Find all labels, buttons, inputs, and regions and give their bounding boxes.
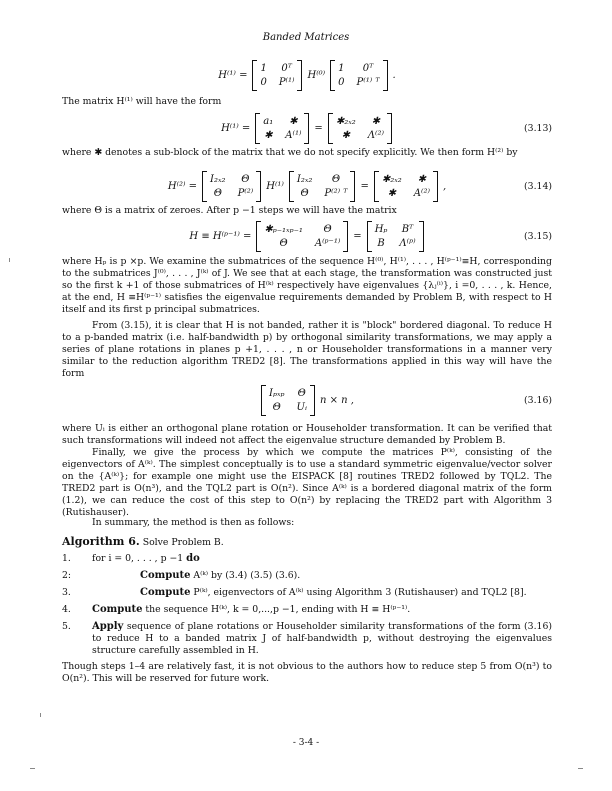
equation-number: (3.14) [524, 180, 552, 192]
step-number: 4. [62, 604, 71, 615]
algorithm-step [62, 604, 552, 616]
step-text: sequence of plane rotations or Householder similarity transformations of the form (3.16) to reduce H to a banded matrix J of half-bandwidth p, without destroying the eigenvalues structure carefully assembled in H. [92, 621, 552, 656]
equation-term: , [442, 180, 447, 192]
matrix-cells [266, 385, 310, 416]
matrix-entry: Θ [213, 187, 222, 199]
right-bracket [297, 60, 302, 91]
matrix-entry: Θ [331, 173, 341, 185]
equation-term: n × n , [319, 394, 354, 406]
matrix-entry: Uᵢ [296, 401, 307, 413]
step-keyword: do [186, 553, 200, 564]
step-keyword: Compute [92, 604, 143, 615]
matrix [330, 60, 387, 91]
matrix-entry: Λ⁽²⁾ [367, 129, 384, 141]
matrix-entry: I₂ₓ₂ [210, 173, 226, 185]
matrix [289, 171, 356, 202]
matrix-cells [207, 171, 256, 202]
matrix-entry: ✱ [264, 129, 273, 141]
paragraph: where Θ is a matrix of zeroes. After p −1 steps we will have the matrix [62, 205, 397, 216]
matrix-cells [335, 60, 382, 91]
right-bracket [256, 171, 261, 202]
matrix-entry: P⁽²⁾ [237, 187, 254, 199]
algorithm-6 [62, 535, 552, 665]
step-body [62, 621, 552, 657]
step-body [62, 587, 552, 599]
matrix-entry: 0ᵀ [281, 62, 292, 74]
algorithm-step [62, 587, 552, 599]
matrix-cells [333, 113, 387, 144]
matrix-entry: Hₚ [374, 223, 388, 235]
matrix-entry: 0 [260, 76, 267, 88]
step-text: the sequence H⁽ᵏ⁾, k = 0,...,p −1, ending with H ≡ H⁽ᵖ⁻¹⁾. [142, 604, 411, 615]
matrix [252, 60, 302, 91]
matrix-entry: ✱ [289, 115, 298, 127]
step-text: P⁽ᵏ⁾, eigenvectors of A⁽ᵏ⁾ using Algorithm 3 (Rutishauser) and TQL2 [8]. [190, 587, 527, 598]
step-keyword: Compute [140, 570, 191, 581]
right-bracket [383, 60, 388, 91]
matrix-entry: ✱ [417, 173, 427, 185]
equation-term: = [314, 122, 323, 134]
step-keyword: Apply [92, 621, 124, 632]
matrix-entry: 1 [338, 62, 345, 74]
matrix-entry: Bᵀ [401, 223, 414, 235]
matrix-entry: A⁽ᵖ⁻¹⁾ [314, 237, 341, 249]
matrix [328, 113, 392, 144]
page-number: - 3-4 - [292, 738, 320, 748]
matrix [261, 385, 315, 416]
equation-number: (3.13) [524, 122, 552, 134]
matrix-entry: 0 [338, 76, 345, 88]
matrix-entry: Θ [323, 223, 332, 235]
equation-3-13 [62, 113, 552, 143]
matrix-cells [372, 221, 419, 252]
paragraph: From (3.15), it is clear that H is not banded, rather it is "block" bordered diagonal. To reduce H to a p-banded matrix (i.e. half-bandwidth p) by orthogonal similarity transformations, we may apply a series of plane rotations in planes p +1, . . . , n or Householder transformations in a manner very similar to the reduction algorithm TRED2 [8]. The transformations applied in this way will have the form [62, 320, 552, 379]
equation-term: H⁽²⁾ = [167, 180, 198, 192]
matrix-entry: ✱ [371, 115, 381, 127]
scan-mark [578, 768, 583, 769]
matrix-entry: I₂ₓ₂ [296, 173, 313, 185]
matrix [374, 171, 438, 202]
equation-term: H ≡ H⁽ᵖ⁻¹⁾ = [189, 230, 252, 242]
matrix-entry: A⁽¹⁾ [285, 129, 302, 141]
equation-h1-definition [62, 60, 552, 90]
matrix-entry: ✱ [341, 129, 350, 141]
paragraph: where Hₚ is p ×p. We examine the submatrices of the sequence H⁽⁰⁾, H⁽¹⁾, . . . , H⁽ᵖ⁻¹⁾≡H, corresponding to the submatrices J⁽⁰⁾, . . . , J⁽ᵏ⁾ of J. We see that at each stage, the transformation was constructed just so the first k +1 of those submatrices of H⁽ᵏ⁾ respectively have eigenvalues {λⱼ⁽ⁱ⁾}, i =0, . . . , k. Hence, at the end, H ≡H⁽ᵖ⁻¹⁾ satisfies the eigenvalue requirements demanded by Problem B, with respect to H itself and its first p principal submatrices. [62, 256, 552, 315]
running-header: Banded Matrices [262, 32, 350, 43]
right-bracket [343, 221, 348, 252]
right-bracket [310, 385, 315, 416]
equation-3-16 [62, 385, 552, 415]
matrix [255, 113, 309, 144]
scan-mark [9, 258, 10, 262]
matrix-cells [261, 221, 343, 252]
equation-term: H⁽¹⁾ = [218, 69, 248, 81]
matrix-entry: A⁽²⁾ [413, 187, 430, 199]
equation-term: = [360, 180, 369, 192]
paragraph: Finally, we give the process by which we compute the matrices P⁽ᵏ⁾, consisting of the eigenvectors of A⁽ᵏ⁾. The simplest conceptually is to use a standard symmetric eigenvalue/vector solver on the {A⁽ᵏ⁾}; for example one might use the EISPACK [8] routines TRED2 followed by TQL2. The TRED2 part is O(n³), and the TQL2 part is O(n²). Since A⁽ᵏ⁾ is a bordered diagonal matrix of the form (1.2), we can reduce the cost of this step to O(n²) by replacing the TRED2 part with Algorithm 3 (Rutishauser). [62, 447, 552, 518]
algorithm-step [62, 621, 552, 657]
equation-3-15 [62, 221, 552, 251]
algorithm-step [62, 553, 552, 565]
matrix-entry: P⁽¹⁾ [278, 76, 295, 88]
right-bracket [350, 171, 355, 202]
paragraph: In summary, the method is then as follows: [92, 517, 295, 528]
algorithm-step [62, 570, 552, 582]
matrix-entry: 0ᵀ [362, 62, 374, 74]
matrix-entry: Θ [297, 387, 306, 399]
matrix-cells [257, 60, 297, 91]
step-number: 2: [62, 570, 72, 581]
matrix-cells [379, 171, 433, 202]
matrix-entry: ✱ [387, 187, 397, 199]
paragraph: where ✱ denotes a sub-block of the matrix that we do not specify explicitly. We then form H⁽²⁾ by [62, 147, 518, 158]
step-number: 1. [62, 553, 71, 564]
equation-term: H⁽¹⁾ = [221, 122, 251, 134]
matrix-entry: P⁽²⁾ ᵀ [324, 187, 348, 199]
matrix-entry: Λ⁽ᵖ⁾ [399, 237, 416, 249]
step-number: 5. [62, 621, 71, 632]
matrix-entry: ✱₂ₓ₂ [381, 173, 402, 185]
paragraph: Though steps 1–4 are relatively fast, it is not obvious to the authors how to reduce step 5 from O(n³) to O(n²). This will be reserved for future work. [62, 661, 552, 684]
algorithm-subtitle: Solve Problem B. [142, 537, 224, 548]
matrix-cells [260, 113, 304, 144]
matrix-entry: ✱₂ₓ₂ [335, 115, 356, 127]
step-number: 3. [62, 587, 71, 598]
matrix [256, 221, 348, 252]
paragraph: The matrix H⁽¹⁾ will have the form [62, 96, 222, 107]
equation-term: H⁽¹⁾ [266, 180, 284, 192]
matrix-entry: Θ [241, 173, 250, 185]
matrix [367, 221, 424, 252]
equation-number: (3.16) [524, 394, 552, 406]
algorithm-title: Algorithm 6. [62, 535, 140, 548]
step-body [62, 553, 552, 565]
right-bracket [387, 113, 392, 144]
paragraph: where Uᵢ is either an orthogonal plane rotation or Householder transformation. It can be verified that such transformations will indeed not affect the eigenvalue structure demanded by Problem B. [62, 423, 552, 446]
equation-3-14 [62, 171, 552, 201]
matrix-entry: Iₚₓₚ [269, 387, 285, 399]
right-bracket [304, 113, 309, 144]
matrix-entry: B [377, 237, 385, 249]
right-bracket [433, 171, 438, 202]
step-body [62, 604, 552, 616]
scan-mark [40, 713, 41, 717]
matrix [202, 171, 261, 202]
matrix-cells [294, 171, 351, 202]
matrix-entry: P⁽¹⁾ ᵀ [356, 76, 380, 88]
scan-mark [30, 768, 35, 769]
matrix-entry: Θ [272, 401, 281, 413]
matrix-entry: Θ [300, 187, 309, 199]
matrix-entry: ✱ₚ₋₁ₓₚ₋₁ [264, 223, 303, 235]
matrix-entry: Θ [279, 237, 288, 249]
equation-term: = [353, 230, 362, 242]
algorithm-heading [62, 535, 552, 548]
equation-term: . [392, 69, 396, 81]
matrix-entry: a₁ [263, 115, 274, 127]
step-text: A⁽ᵏ⁾ by (3.4) (3.5) (3.6). [190, 570, 301, 581]
right-bracket [419, 221, 424, 252]
step-body [62, 570, 552, 582]
equation-number: (3.15) [524, 230, 552, 242]
matrix-entry: 1 [260, 62, 267, 74]
step-keyword: Compute [140, 587, 191, 598]
equation-term: H⁽⁰⁾ [307, 69, 326, 81]
step-text: for i = 0, . . . , p −1 [92, 553, 187, 564]
